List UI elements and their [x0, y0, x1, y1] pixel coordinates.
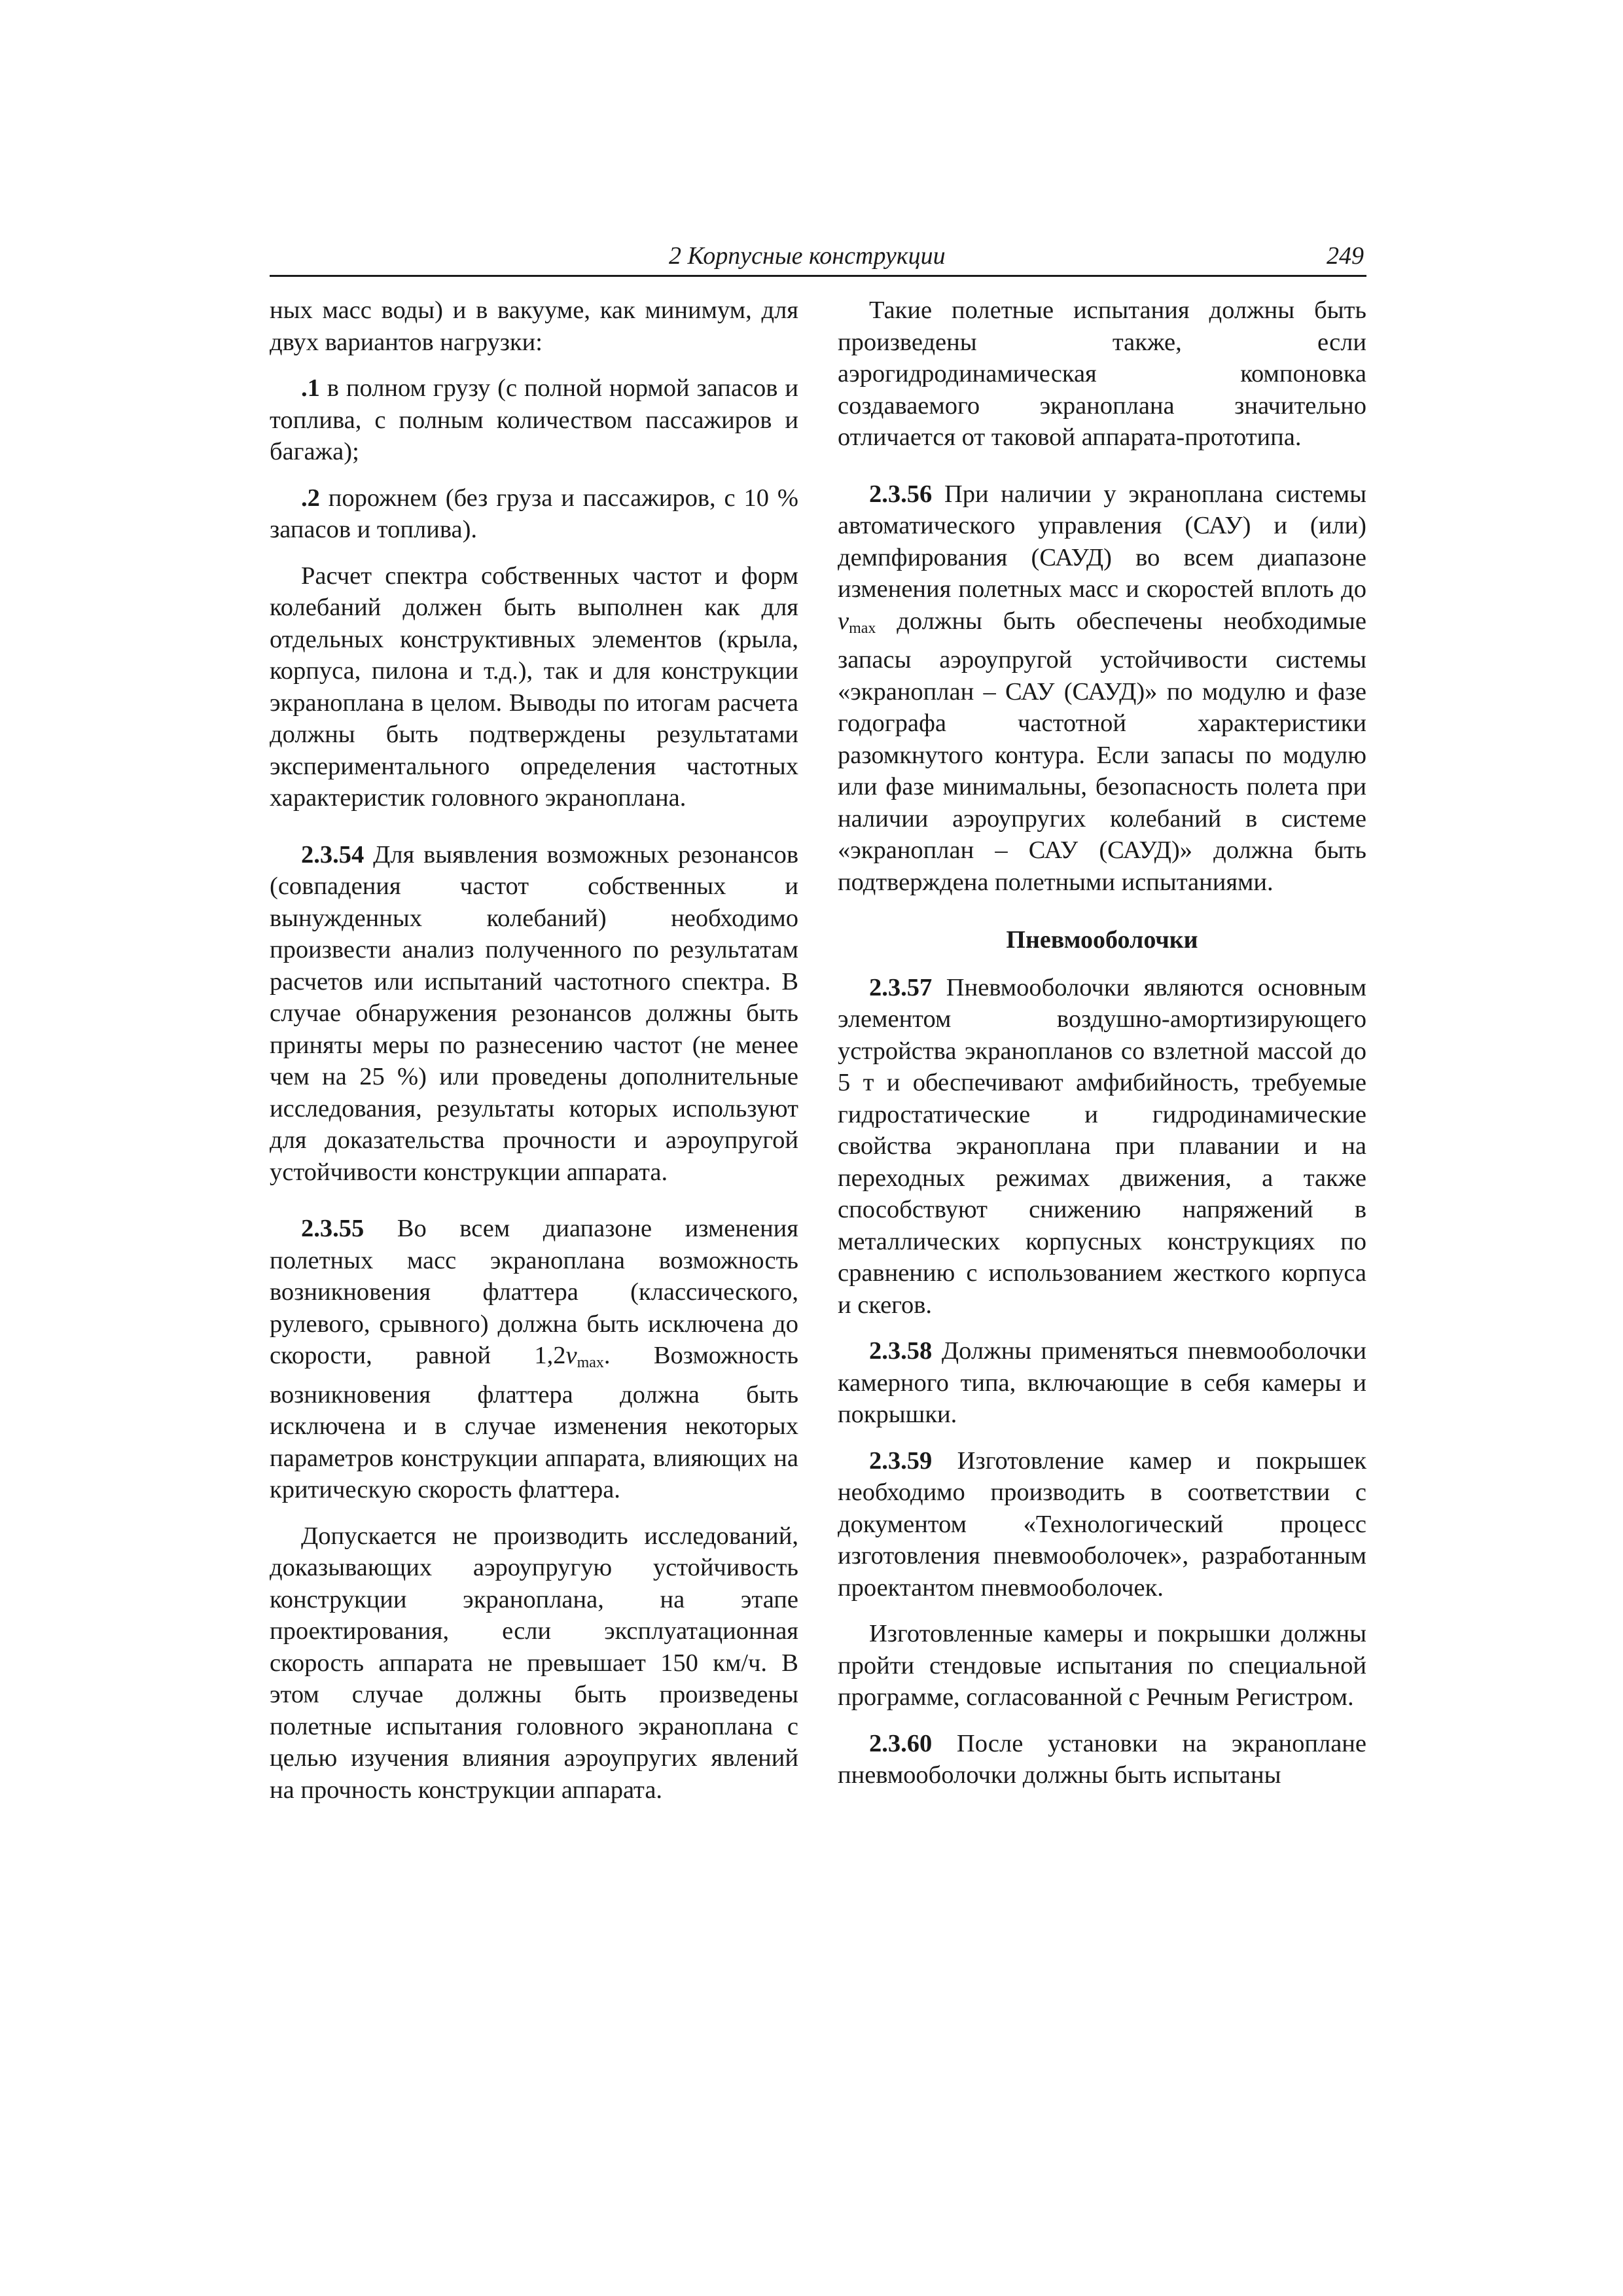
section-number: 2.3.59	[869, 1446, 933, 1475]
page-number: 249	[1327, 242, 1364, 270]
header-title: 2 Корпусные конструкции	[669, 242, 946, 270]
section-2-3-56: 2.3.56 При наличии у экраноплана системы автоматического управления (САУ) и (или) демпфирования (САУД) во всем диапазоне изменения полетных масс и скоростей вплоть до $v_{max}$ должны быть обеспечены необходимые запасы аэроупругой устойчивости системы «экраноплан – САУ (САУД)» по модулю и фазе годографа частотной характеристики разомкнутого контура. Если запасы по модулю или фазе минимальны, безопасность полета при наличии аэроупругих колебаний в системе «экраноплан – САУ (САУД)» должна быть подтверждена полетными испытаниями.	[838, 480, 1366, 896]
list-item-2: .2 порожнем (без груза и пассажиров, с 10 % запасов и топлива).	[270, 484, 798, 543]
list-item-1: .1 в полном грузу (с полной нормой запасов и топлива, с полным количеством пассажиров и багажа);	[270, 374, 798, 465]
section-2-3-55: 2.3.55 Во всем диапазоне изменения полетных масс экраноплана возможность возникновения флаттера (классического, рулевого, срывного) должна быть исключена до скорости, равной $1,2v_{max}$. Возможность возникновения флаттера должна быть исключена и в случае изменения некоторых параметров конструкции аппарата, влияющих на критическую скорость флаттера.	[270, 1215, 798, 1503]
section-number: 2.3.60	[869, 1729, 933, 1757]
running-header	[270, 237, 1366, 277]
right-column	[838, 295, 1366, 1806]
section-number: 2.3.58	[869, 1337, 933, 1365]
section-2-3-57: 2.3.57 Пневмооболочки являются основным элементом воздушно-амортизирующего устройства экранопланов со взлетной массой до 5 т и обеспечивают амфибийность, требуемые гидростатические и гидродинамические свойства экраноплана при плавании и на переходных режимах движения, а также способствуют снижению напряжений в металлических корпусных конструкциях по сравнению с использованием жесткого корпуса и скегов.	[838, 973, 1366, 1319]
section-number: 2.3.55	[301, 1215, 365, 1242]
section-heading: Пневмооболочки	[1006, 926, 1198, 954]
section-2-3-58: 2.3.58 Должны применяться пневмооболочки камерного типа, включающие в себя камеры и покрышки.	[838, 1337, 1366, 1428]
paragraph-flight-tests: Такие полетные испытания должны быть произведены также, если аэрогидродинамическая компоновка создаваемого экраноплана значительно отличается от таковой аппарата-прототипа.	[838, 296, 1366, 451]
section-2-3-60: 2.3.60 После установки на экраноплане пневмооболочки должны быть испытаны	[838, 1729, 1366, 1789]
section-number: 2.3.57	[869, 973, 933, 1001]
paragraph-spectrum: Расчет спектра собственных частот и форм колебаний должен быть выполнен как для отдельных конструктивных элементов (крыла, корпуса, пилона и т.д.), так и для конструкции экраноплана в целом. Выводы по итогам расчета должны быть подтверждены результатами экспериментального определения частотных характеристик головного экраноплана.	[270, 562, 798, 812]
section-2-3-54: 2.3.54 Для выявления возможных резонансов (совпадения частот собственных и вынужденных колебаний) необходимо произвести анализ полученного по результатам расчетов или испытаний частотного спектра. В случае обнаружения резонансов должны быть приняты меры по разнесению частот (не менее чем на 25 %) или проведены дополнительные исследования, результаты которых используют для доказательства прочности и аэроупругой устойчивости конструкции аппарата.	[270, 840, 798, 1186]
left-column	[270, 295, 798, 1820]
section-number: 2.3.56	[869, 480, 933, 508]
paragraph-flutter-exception: Допускается не производить исследований, доказывающих аэроупругую устойчивость конструкции экраноплана, на этапе проектирования, если эксплуатационная скорость аппарата не превышает 150 км/ч. В этом случае должны быть произведены полетные испытания головного экраноплана с целью изучения влияния аэроупругих явлений на прочность конструкции аппарата.	[270, 1522, 798, 1804]
paragraph-continuation: ных масс воды) и в вакууме, как минимум, для двух вариантов нагрузки:	[270, 296, 798, 356]
section-2-3-59: 2.3.59 Изготовление камер и покрышек необходимо производить в соответствии с документом «Технологический процесс изготовления пневмооболочек», разработанным проектантом пневмооболочек.	[838, 1446, 1366, 1602]
section-number: 2.3.54	[301, 840, 365, 869]
paragraph-bench-tests: Изготовленные камеры и покрышки должны пройти стендовые испытания по специальной программе, согласованной с Речным Регистром.	[838, 1620, 1366, 1711]
